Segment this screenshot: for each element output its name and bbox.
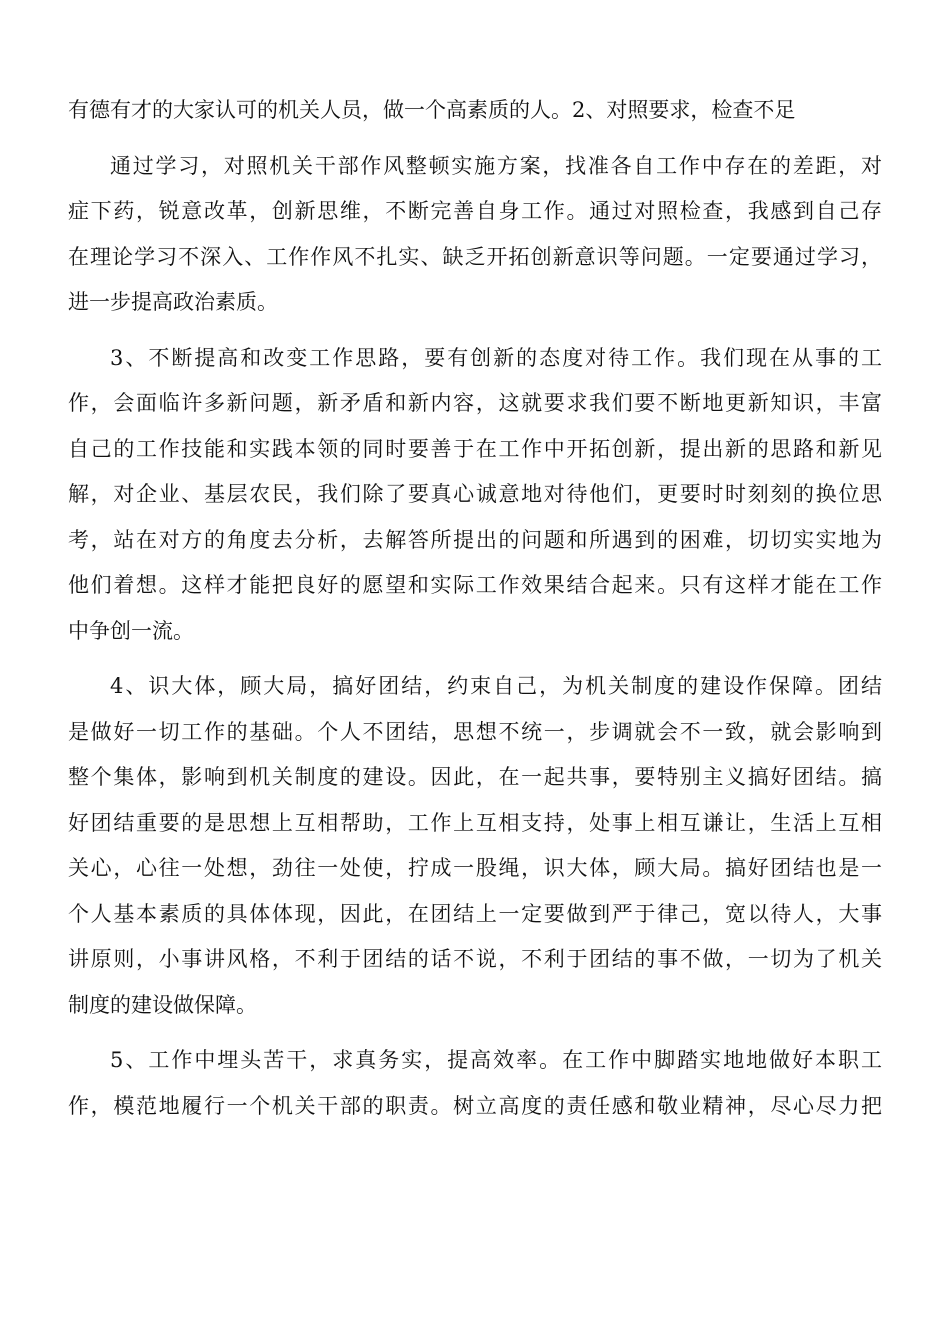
paragraph-gap [68, 326, 882, 336]
paragraph-2 [68, 144, 882, 326]
paragraph-5 [68, 1038, 882, 1129]
text-line: 讲原则，小事讲风格，不利于团结的话不说，不利于团结的事不做，一切为了机关 [68, 947, 882, 971]
paragraph-gap [68, 134, 882, 144]
text-line: 他们着想。这样才能把良好的愿望和实际工作效果结合起来。只有这样才能在工作 [68, 573, 882, 597]
text-line: 3、不断提高和改变工作思路，要有创新的态度对待工作。我们现在从事的工 [110, 345, 882, 370]
paragraph-4 [68, 664, 882, 1028]
text-line: 5、工作中埋头苦干，求真务实，提高效率。在工作中脚踏实地地做好本职工 [110, 1048, 882, 1072]
paragraph-gap [68, 1028, 882, 1038]
text-line: 好团结重要的是思想上互相帮助，工作上互相支持，处事上相互谦让，生活上互相 [68, 810, 882, 835]
paragraph-gap [68, 654, 882, 664]
text-line: 有德有才的大家认可的机关人员，做一个高素质的人。2、对照要求，检查不足 [68, 98, 796, 122]
text-line: 是做好一切工作的基础。个人不团结，思想不统一，步调就会不一致，就会影响到 [68, 719, 882, 744]
text-line: 考，站在对方的角度去分析，去解答所提出的问题和所遇到的困难，切切实实地为 [68, 527, 882, 552]
text-line: 关心，心往一处想，劲往一处使，拧成一股绳，识大体，顾大局。搞好团结也是一 [68, 856, 882, 880]
text-line: 中争创一流。 [68, 618, 194, 643]
text-line: 个人基本素质的具体体现，因此，在团结上一定要做到严于律己，宽以待人，大事 [68, 901, 882, 926]
text-line: 症下药，锐意改革，创新思维，不断完善自身工作。通过对照检查，我感到自己存 [68, 199, 882, 223]
text-line: 解，对企业、基层农民，我们除了要真心诚意地对待他们，更要时时刻刻的换位思 [68, 482, 882, 506]
paragraph-3 [68, 336, 882, 655]
text-line: 自己的工作技能和实践本领的同时要善于在工作中开拓创新，提出新的思路和新见 [68, 436, 882, 461]
text-line: 通过学习，对照机关干部作风整顿实施方案，找准各自工作中存在的差距，对 [110, 153, 882, 178]
text-line: 作，会面临许多新问题，新矛盾和新内容，这就要求我们要不断地更新知识，丰富 [68, 391, 882, 415]
text-line: 整个集体，影响到机关制度的建设。因此，在一起共事，要特别主义搞好团结。搞 [68, 765, 882, 789]
paragraph-1 [68, 88, 882, 134]
text-line: 制度的建设做保障。 [68, 992, 257, 1017]
text-line: 4、识大体，顾大局，搞好团结，约束自己，为机关制度的建设作保障。团结 [110, 674, 882, 698]
document-page [68, 88, 882, 1129]
text-line: 在理论学习不深入、工作作风不扎实、缺乏开拓创新意识等问题。一定要通过学习， [68, 244, 882, 269]
text-line: 进一步提高政治素质。 [68, 290, 278, 314]
text-line: 作，模范地履行一个机关干部的职责。树立高度的责任感和敬业精神，尽心尽力把 [68, 1093, 882, 1118]
